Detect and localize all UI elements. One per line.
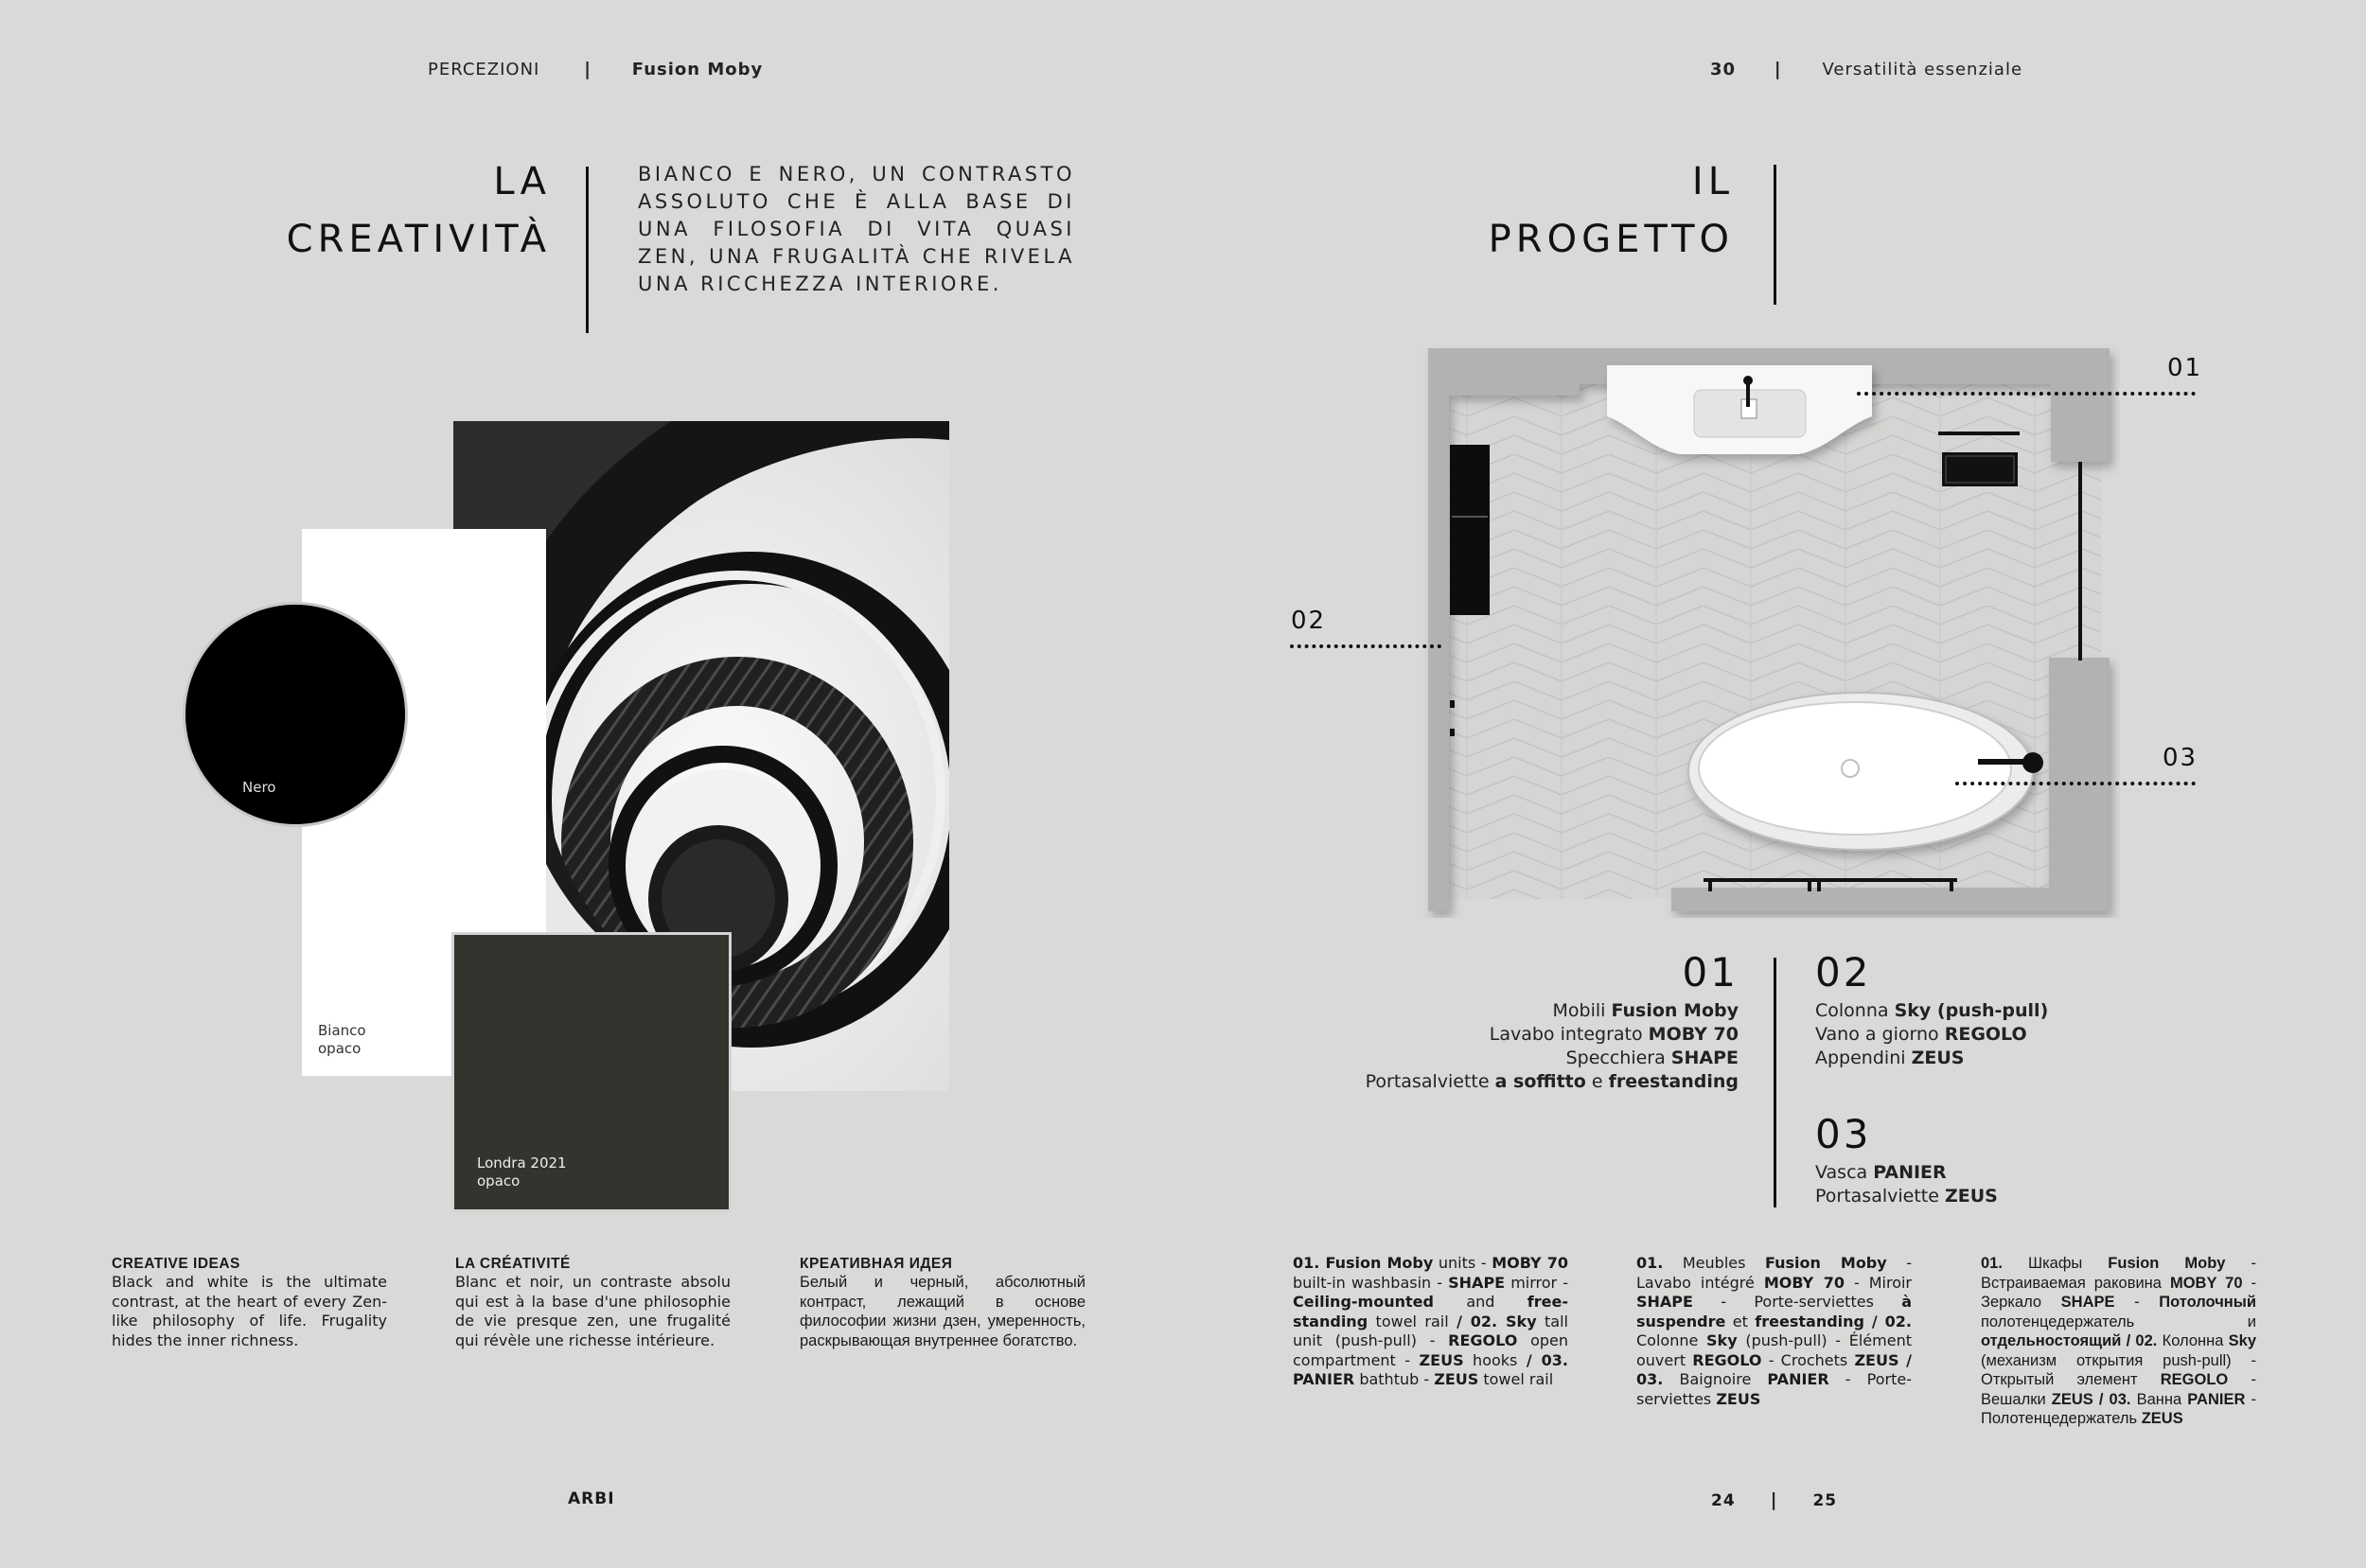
text-run: Ванна (2130, 1390, 2188, 1408)
swatch-londra-label: Londra 2021 opaco (477, 1154, 567, 1189)
product-list-french (1636, 1254, 1912, 1409)
page-number-right: 25 (1812, 1491, 1838, 1510)
text-run: - Miroir (1844, 1273, 1912, 1292)
text-run: SHAPE (1636, 1293, 1693, 1311)
text-run: Ceiling-mounted (1293, 1293, 1434, 1311)
text-run: ZEUS (1419, 1350, 1464, 1369)
intro-text: BIANCO E NERO, UN CONTRASTO ASSOLUTO CHE È ALLA BASE DI UNA FILOSOFIA DI VITA QUASI ZEN, UNA FRUGALITÀ CHE RIVELA UNA RICCHEZZA INTERIORE. (638, 163, 1075, 295)
title-line-2: PROGETTO (1488, 218, 1734, 261)
callout-03-leader (1955, 782, 2196, 785)
legend-number: 01 (1682, 949, 1739, 995)
callout-02-number: 02 (1291, 607, 1327, 635)
text-run: полотенцедержатель и (1981, 1313, 2256, 1330)
page-number-divider: | (1770, 1489, 1778, 1510)
text-run: Baignoire (1663, 1370, 1768, 1388)
legend-line: Lavabo integrato MOBY 70 (1489, 1024, 1739, 1045)
legend-line: Appendini ZEUS (1815, 1048, 1965, 1068)
swatch-nero-circle (185, 605, 405, 824)
text-run: - Crochets (1761, 1350, 1855, 1369)
text-run: - Зеркало (1981, 1274, 2256, 1311)
swatch-nero-label: Nero (242, 779, 276, 796)
callout-01-leader (1857, 392, 2196, 396)
column-text: Blanc et noir, un contraste absolu qui est à la base d'une philosophie de vie presque zen, une frugalité qui révèle une richesse intérieure. (455, 1273, 731, 1349)
column-heading: LA CRÉATIVITÉ (455, 1256, 571, 1272)
title-divider-line (586, 167, 589, 333)
text-run: towel rail (1368, 1312, 1457, 1330)
text-run: MOBY 70 (2169, 1274, 2243, 1292)
text-run: 01. (1636, 1254, 1664, 1272)
text-run: (push-pull) - Élément ouvert (1636, 1331, 1912, 1369)
text-column-french (455, 1256, 731, 1350)
legend-group-03 (1815, 1111, 1998, 1208)
text-run: towel rail (1478, 1370, 1554, 1388)
text-run: (механизм открытия push-pull) - Открытый элемент (1981, 1351, 2256, 1388)
section-label: PERCEZIONI (428, 60, 540, 79)
legend-line: Vasca PANIER (1815, 1162, 1947, 1183)
text-run: REGOLO (1692, 1350, 1762, 1369)
text-run: REGOLO (2160, 1371, 2229, 1388)
text-run: free-standing (1293, 1293, 1568, 1330)
text-run: Колонна (2157, 1332, 2229, 1349)
text-run: and (1433, 1293, 1527, 1311)
text-run: PANIER (2187, 1390, 2246, 1408)
legend-number: 02 (1815, 949, 1872, 995)
text-run: отдельностоящий / 02. (1981, 1332, 2158, 1349)
legend-number: 03 (1815, 1111, 1872, 1157)
text-run: Fusion Moby (1764, 1254, 1887, 1272)
text-run: tall unit (push-pull) - (1293, 1312, 1568, 1349)
text-run: MOBY 70 (1763, 1273, 1845, 1292)
header-title: Fusion Moby (631, 60, 764, 79)
header-page-number: 30 (1710, 60, 1737, 79)
header-subtitle: Versatilità essenziale (1822, 60, 2023, 79)
page-number-left: 24 (1711, 1491, 1736, 1510)
title-line-2: CREATIVITÀ (286, 218, 551, 261)
text-run: - Полотенцедержатель (1981, 1390, 2256, 1427)
legend-group-02 (1815, 949, 2048, 1070)
text-run: ZEUS (2141, 1410, 2183, 1427)
text-run: PANIER (1767, 1370, 1829, 1388)
product-list-english (1293, 1254, 1568, 1390)
text-run: à suspendre (1636, 1293, 1912, 1330)
title-divider-line (1774, 165, 1776, 305)
text-run: freestanding / 02. (1755, 1312, 1912, 1330)
legend-group-01 (1366, 949, 1739, 1094)
legend-divider-line (1774, 958, 1776, 1207)
legend-line: Vano a giorno REGOLO (1815, 1024, 2027, 1045)
text-run: REGOLO (1448, 1331, 1518, 1349)
column-heading: КРЕАТИВНАЯ ИДЕЯ (800, 1256, 953, 1272)
text-run: 01. (1981, 1255, 2003, 1272)
column-heading: CREATIVE IDEAS (112, 1256, 240, 1272)
text-run: ZEUS / 03. (2051, 1390, 2131, 1408)
legend-line: Portasalviette a soffitto e freestanding (1365, 1071, 1739, 1092)
page-title-creativita (287, 153, 551, 269)
legend-line: Portasalviette ZEUS (1815, 1186, 1998, 1207)
text-run: Шкафы (2002, 1255, 2109, 1272)
text-run: Colonne (1636, 1331, 1707, 1349)
legend-line: Specchiera SHAPE (1565, 1048, 1739, 1068)
text-run: SHAPE (2060, 1294, 2115, 1311)
text-run: et (1725, 1312, 1756, 1330)
text-run: Sky (1706, 1331, 1738, 1349)
callout-03-number: 03 (2163, 744, 2198, 772)
text-run: open compartment - (1293, 1331, 1569, 1369)
product-list-russian (1981, 1254, 2256, 1429)
text-run: MOBY 70 (1492, 1254, 1568, 1272)
text-run: ZEUS (1716, 1389, 1761, 1408)
text-run: - Встраиваемая раковина (1981, 1255, 2256, 1292)
text-run: Meubles (1663, 1254, 1765, 1272)
text-run: ZEUS / 03. (1636, 1350, 1913, 1388)
text-run: units - (1433, 1254, 1492, 1272)
text-run: Fusion Moby (2108, 1255, 2226, 1272)
text-run: 01. Fusion Moby (1293, 1254, 1434, 1272)
legend-line: Colonna Sky (push-pull) (1815, 1000, 2049, 1021)
swatch-londra-square (454, 935, 729, 1209)
page-title-progetto (1489, 153, 1734, 269)
page-numbers (1711, 1489, 1837, 1510)
legend-line: Mobili Fusion Moby (1552, 1000, 1739, 1021)
callout-01-number: 01 (2167, 354, 2203, 382)
text-run: - Вешалки (1981, 1371, 2256, 1408)
text-run: - Lavabo intégré (1636, 1254, 1913, 1292)
text-run: - Porte-serviettes (1692, 1293, 1902, 1311)
text-run: Потолочный (2159, 1294, 2256, 1311)
column-text: Белый и черный, абсолютный контраст, лежащий в основе философии жизни дзен, умеренность, раскрывающая внутреннее богатство. (800, 1274, 1086, 1349)
brand-footer: ARBI (568, 1489, 615, 1508)
text-run: hooks (1463, 1350, 1527, 1369)
title-line-1: IL (1691, 160, 1734, 203)
text-run: / 02. Sky (1457, 1312, 1537, 1330)
title-line-1: LA (493, 160, 551, 203)
header-divider: | (1774, 59, 1782, 79)
callout-02-leader (1290, 644, 1441, 648)
text-run: ZEUS (1434, 1370, 1479, 1388)
header-divider: | (584, 59, 592, 79)
bathroom-floor-plan (1420, 341, 2120, 918)
text-run: SHAPE (1448, 1273, 1506, 1292)
column-text: Black and white is the ultimate contrast, at the heart of every Zen-like philosophy of life. Frugality hides the inner richness. (112, 1273, 387, 1349)
text-run: Sky (2228, 1332, 2256, 1349)
text-run: - Porte-serviettes (1636, 1370, 1913, 1408)
text-run: / 03. PANIER (1293, 1350, 1568, 1388)
text-run: mirror - (1505, 1273, 1568, 1292)
text-run: - (2114, 1294, 2160, 1311)
text-run: built-in washbasin - (1293, 1273, 1449, 1292)
running-header-right (1710, 59, 2022, 79)
swatch-bianco-label: Bianco opaco (318, 1022, 366, 1057)
text-run: bathtub - (1354, 1370, 1435, 1388)
text-column-russian (800, 1256, 1086, 1350)
running-header-left (428, 59, 763, 79)
text-column-english (112, 1256, 387, 1350)
